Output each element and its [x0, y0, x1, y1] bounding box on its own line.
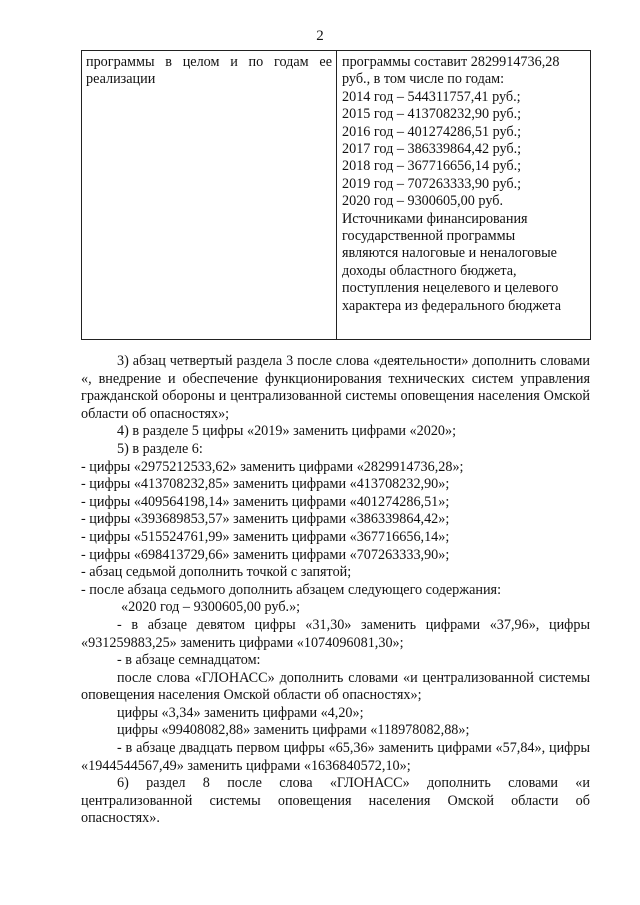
amendment-line: - цифры «393689853,57» заменить цифрами «386339864,42»; [81, 511, 450, 528]
page-number: 2 [316, 28, 324, 44]
amendment-line: после слова «ГЛОНАСС» дополнить словами «и централизованной системы оповещения населения Омской области об опасностях»; [81, 669, 590, 704]
table-value-line: 2020 год – 9300605,00 руб. [342, 193, 503, 210]
table-value-line: поступления нецелевого и целевого [342, 280, 559, 297]
amendment-line: - абзац седьмой дополнить точкой с запятой; [81, 564, 352, 581]
table-value-line: 2014 год – 544311757,41 руб.; [342, 88, 521, 105]
paragraph-item-5: 5) в разделе 6: [117, 440, 203, 457]
amendment-line: - в абзаце двадцать первом цифры «65,36» заменить цифрами «57,84», цифры «1944544567,49» заменить цифрами «1636840572,10»; [81, 740, 590, 774]
table-value-line: программы составит 2829914736,28 [342, 54, 560, 70]
table-cell-value [337, 51, 590, 339]
table-value-line: 2016 год – 401274286,51 руб.; [342, 123, 522, 140]
amendment-line: - цифры «2975212533,62» заменить цифрами «2829914736,28»; [81, 458, 464, 475]
amendment-line: цифры «3,34» заменить цифрами «4,20»; [117, 704, 364, 721]
program-passport-table [81, 50, 591, 340]
table-value-line: Источниками финансирования [342, 210, 528, 227]
amendments-body [81, 353, 590, 828]
amendment-line: - в абзаце семнадцатом: [117, 652, 261, 669]
amendment-line: - после абзаца седьмого дополнить абзацем следующего содержания: [81, 581, 502, 598]
amendment-line: - цифры «515524761,99» заменить цифрами «367716656,14»; [81, 528, 450, 545]
table-value-line: являются налоговые и неналоговые [342, 245, 557, 262]
table-value-line: 2018 год – 367716656,14 руб.; [342, 158, 522, 175]
paragraph-item-6: 6) раздел 8 после слова «ГЛОНАСС» дополнить словами «и централизованной системы оповещения населения Омской области об опасностях». [81, 775, 590, 827]
amendment-quote: «2020 год – 9300605,00 руб.»; [121, 599, 301, 616]
paragraph-item-3: 3) абзац четвертый раздела 3 после слова «деятельности» дополнить словами «, внедрение и обеспечение функционирования технических систем управления гражданской обороны и централизованной системы оповещения населения Омской области об опасностях»; [81, 353, 590, 422]
table-value-line: руб., в том числе по годам: [342, 71, 505, 88]
amendment-line: - цифры «413708232,85» заменить цифрами «413708232,90»; [81, 476, 450, 493]
table-value-line: характера из федерального бюджета [342, 297, 562, 314]
table-value-line: 2015 год – 413708232,90 руб.; [342, 106, 522, 123]
table-value-line: 2019 год – 707263333,90 руб.; [342, 175, 522, 192]
amendment-line: - цифры «409564198,14» заменить цифрами «401274286,51»; [81, 493, 450, 510]
table-value-line: государственной программы [342, 228, 516, 245]
table-cell-label: программы в целом и по годам ее реализации [82, 51, 337, 339]
table-value-line: доходы областного бюджета, [342, 262, 517, 279]
amendment-line: - в абзаце девятом цифры «31,30» заменить цифрами «37,96», цифры «931259883,25» заменить цифрами «1074096081,30»; [81, 616, 590, 651]
table-value-line: 2017 год – 386339864,42 руб.; [342, 141, 522, 158]
amendment-line: цифры «99408082,88» заменить цифрами «118978082,88»; [117, 722, 470, 739]
amendment-line: - цифры «698413729,66» заменить цифрами «707263333,90»; [81, 546, 450, 563]
paragraph-item-4: 4) в разделе 5 цифры «2019» заменить цифрами «2020»; [117, 423, 457, 440]
